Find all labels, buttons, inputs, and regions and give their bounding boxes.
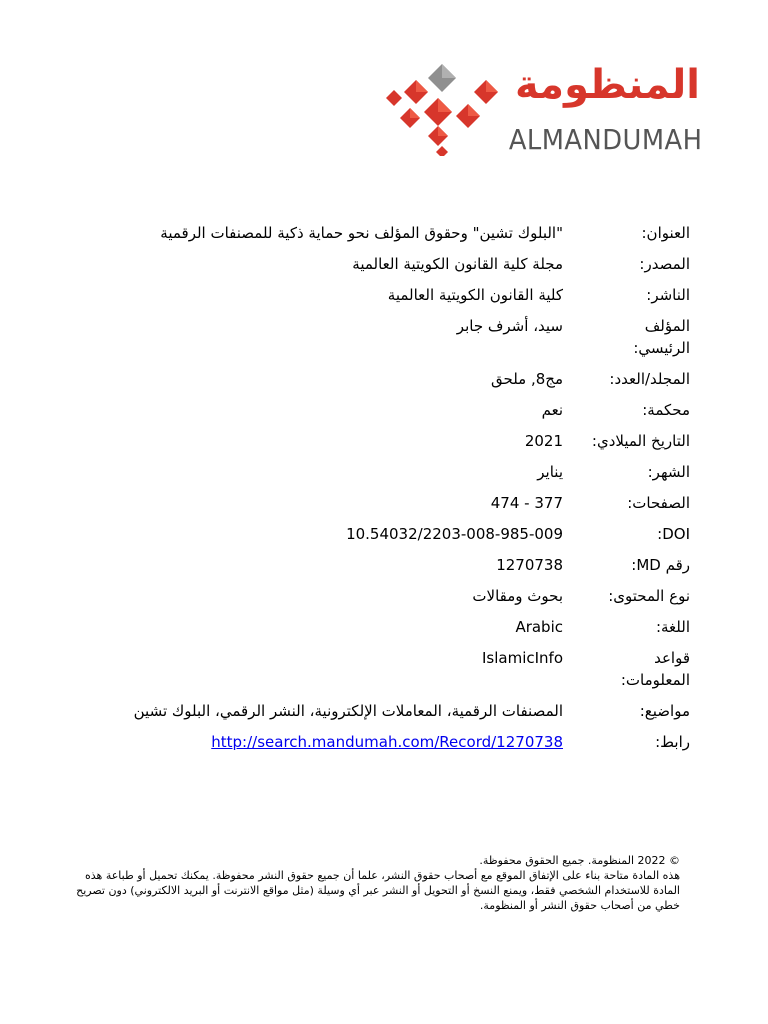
- logo-diamonds-icon: [386, 60, 506, 156]
- row-month: [60, 461, 690, 483]
- peer-reviewed-value: نعم: [541, 401, 563, 419]
- md-number-label: رقم MD:: [631, 556, 690, 574]
- logo-arabic-wordmark: المنظومة: [515, 62, 700, 108]
- content-type-label: نوع المحتوى:: [608, 587, 690, 605]
- row-peer-reviewed: [60, 399, 690, 421]
- record-link[interactable]: http://search.mandumah.com/Record/1270738: [211, 733, 563, 751]
- almandumah-logo: [386, 58, 706, 158]
- logo-english-wordmark: ALMANDUMAH: [508, 123, 702, 156]
- databases-value: IslamicInfo: [481, 649, 563, 667]
- volume-issue-value: مج8, ملحق: [491, 370, 563, 388]
- link-label: رابط:: [655, 733, 690, 751]
- usage-terms: هذه المادة متاحة بناء على الإتفاق الموقع مع أصحاب حقوق النشر، علما أن جميع حقوق النشر محفوظة. يمكنك تحميل أو طباعة هذه المادة للاستخدام الشخصي فقط، ويمنع النسخ أو التحويل أو النشر عبر أي وسيلة (مثل مواقع الانترنت أو البريد الالكتروني) دون تصريح خطي من أصحاب حقوق النشر أو المنظومة.: [76, 869, 680, 912]
- row-databases: [60, 647, 690, 691]
- row-md-number: [60, 554, 690, 576]
- databases-label: قواعد المعلومات:: [620, 649, 690, 689]
- doi-label: DOI:: [657, 525, 690, 543]
- row-content-type: [60, 585, 690, 607]
- row-language: [60, 616, 690, 638]
- title-value: "البلوك تشين" وحقوق المؤلف نحو حماية ذكية للمصنفات الرقمية: [160, 224, 563, 242]
- source-value: مجلة كلية القانون الكويتية العالمية: [352, 255, 563, 273]
- row-pages: [60, 492, 690, 514]
- year-label: التاريخ الميلادي:: [591, 432, 690, 450]
- pages-value: 377 - 474: [490, 494, 563, 512]
- row-year: [60, 430, 690, 452]
- record-metadata: [60, 222, 690, 762]
- subjects-label: مواضيع:: [639, 702, 690, 720]
- md-number-value: 1270738: [496, 556, 563, 574]
- language-value: Arabic: [515, 618, 563, 636]
- row-volume-issue: [60, 368, 690, 390]
- pages-label: الصفحات:: [627, 494, 690, 512]
- row-doi: [60, 523, 690, 545]
- month-label: الشهر:: [647, 463, 690, 481]
- link-value-cell: [133, 731, 587, 753]
- row-publisher: [60, 284, 690, 306]
- row-main-author: [60, 315, 690, 359]
- main-author-value: سيد، أشرف جابر: [456, 317, 563, 335]
- main-author-label: المؤلف الرئيسي:: [633, 317, 690, 357]
- volume-issue-label: المجلد/العدد:: [609, 370, 690, 388]
- row-link: [60, 731, 690, 753]
- publisher-label: الناشر:: [646, 286, 690, 304]
- subjects-value: المصنفات الرقمية، المعاملات الإلكترونية، النشر الرقمي، البلوك تشين: [133, 702, 563, 720]
- copyright-line: © 2022 المنظومة. جميع الحقوق محفوظة.: [479, 854, 680, 867]
- doi-value: 10.54032/2203-008-985-009: [346, 525, 563, 543]
- peer-reviewed-label: محكمة:: [642, 401, 690, 419]
- content-type-value: بحوث ومقالات: [472, 587, 563, 605]
- row-source: [60, 253, 690, 275]
- row-title: [60, 222, 690, 244]
- year-value: 2021: [524, 432, 563, 450]
- publisher-value: كلية القانون الكويتية العالمية: [387, 286, 563, 304]
- title-label: العنوان:: [641, 224, 690, 242]
- copyright-notice: [58, 853, 680, 913]
- month-value: يناير: [537, 463, 563, 481]
- language-label: اللغة:: [655, 618, 690, 636]
- row-subjects: [60, 700, 690, 722]
- source-label: المصدر:: [639, 255, 690, 273]
